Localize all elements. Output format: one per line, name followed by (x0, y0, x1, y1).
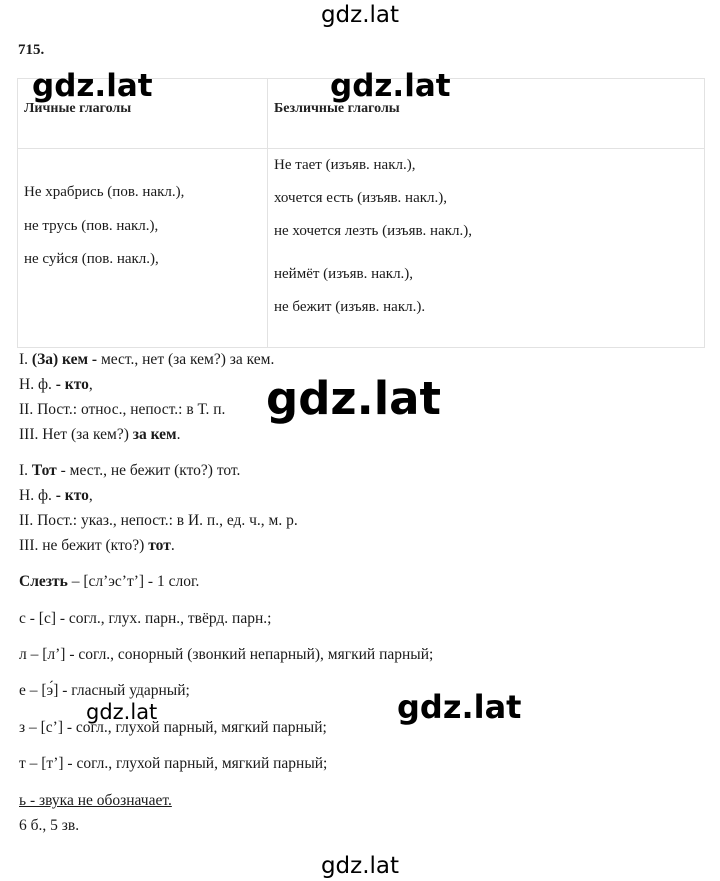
phonetic-line: е – [э́] - гласный ударный; (19, 682, 190, 699)
analysis1-line2: Н. ф. - кто, (19, 376, 93, 393)
phonetic-line: л – [л’] - согл., сонорный (звонкий непарный), мягкий парный; (19, 646, 434, 663)
personal-line: не трусь (пов. накл.), (24, 218, 159, 234)
header-impersonal: Безличные глаголы (268, 79, 705, 149)
impersonal-line: Не тает (изъяв. накл.), (274, 157, 416, 173)
verb-table (17, 78, 705, 348)
letters-sounds-total: 6 б., 5 зв. (19, 817, 80, 834)
task-number: 715. (18, 42, 45, 58)
phonetic-line: з – [с’] - согл., глухой парный, мягкий парный; (19, 719, 327, 736)
analysis1-line1: I. (За) кем - мест., нет (за кем?) за кем. (19, 351, 275, 368)
watermark-center: gdz.lat (266, 372, 442, 425)
personal-line: не суйся (пов. накл.), (24, 251, 159, 267)
impersonal-line: хочется есть (изъяв. накл.), (274, 190, 448, 206)
analysis2-line4: III. не бежит (кто?) тот. (19, 537, 175, 554)
personal-line: Не храбрись (пов. накл.), (24, 184, 185, 200)
phonetic-line: т – [т’] - согл., глухой парный, мягкий парный; (19, 755, 328, 772)
watermark-small: gdz.lat (86, 700, 158, 724)
analysis2-line2: Н. ф. - кто, (19, 487, 93, 504)
soft-sign-note: ь - звука не обозначает. (19, 792, 172, 809)
phonetic-line: с - [с] - согл., глух. парн., твёрд. парн.; (19, 610, 272, 627)
phonetic-heading: Слезть – [сл’эс’т’] - 1 слог. (19, 573, 200, 590)
watermark-table-right: gdz.lat (330, 68, 451, 104)
header-personal: Личные глаголы (18, 79, 268, 149)
impersonal-line: не бежит (изъяв. накл.). (274, 299, 426, 315)
watermark-top: gdz.lat (320, 2, 400, 28)
personal-cell (18, 149, 268, 348)
watermark-table-left: gdz.lat (32, 68, 153, 104)
impersonal-line: неймёт (изъяв. накл.), (274, 266, 414, 282)
analysis2-line1: I. Тот - мест., не бежит (кто?) тот. (19, 462, 241, 479)
watermark-bottom: gdz.lat (320, 853, 400, 879)
impersonal-cell (268, 149, 705, 348)
analysis1-line3: II. Пост.: относ., непост.: в Т. п. (19, 401, 226, 418)
impersonal-line: не хочется лезть (изъяв. накл.), (274, 223, 473, 239)
watermark-right: gdz.lat (397, 688, 522, 726)
analysis2-line3: II. Пост.: указ., непост.: в И. п., ед. ч., м. р. (19, 512, 298, 529)
analysis1-line4: III. Нет (за кем?) за кем. (19, 426, 181, 443)
